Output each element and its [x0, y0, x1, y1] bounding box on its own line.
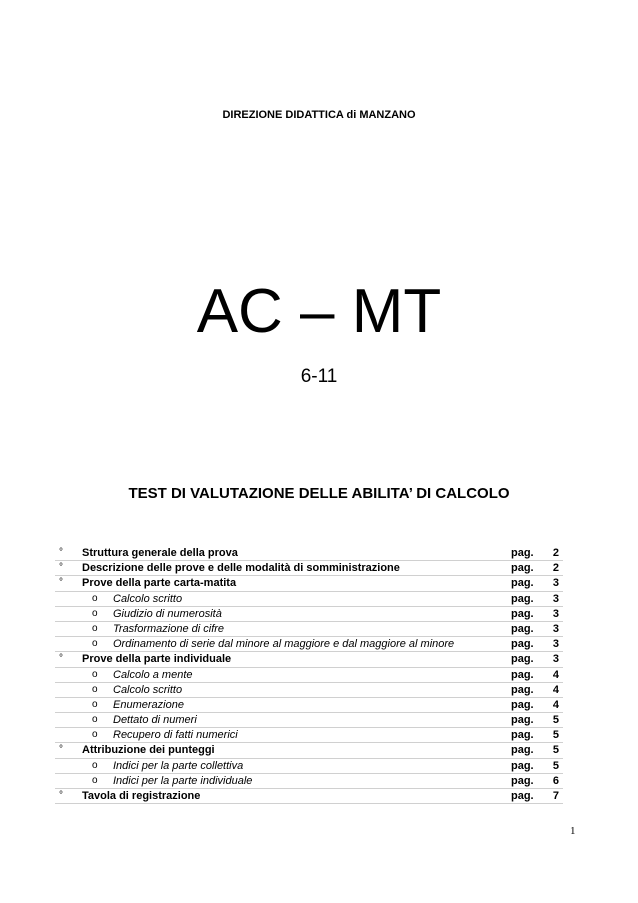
toc-page-number: 4 — [552, 668, 559, 681]
toc-label: Indici per la parte collettiva — [113, 759, 244, 772]
toc-pag-label: pag. — [511, 668, 534, 681]
toc-pag-label: pag. — [511, 683, 534, 696]
page-number: 1 — [570, 825, 576, 837]
toc-subsection-row — [55, 759, 563, 774]
test-title: TEST DI VALUTAZIONE DELLE ABILITA’ DI CALCOLO — [128, 485, 510, 502]
toc-page-number: 6 — [552, 774, 559, 787]
toc-label: Giudizio di numerosità — [113, 607, 222, 620]
toc-section-row — [55, 576, 563, 591]
toc-subsection-row — [55, 683, 563, 698]
toc-pag-label: pag. — [511, 622, 534, 635]
toc-page-number: 5 — [552, 744, 559, 757]
toc-pag-label: pag. — [511, 547, 534, 559]
toc-pag-label: pag. — [511, 744, 534, 757]
toc-pag-label: pag. — [511, 577, 534, 590]
circle-bullet-icon: o — [92, 774, 98, 786]
toc-label: Prove della parte individuale — [82, 653, 232, 666]
toc-page-number: 7 — [552, 790, 559, 802]
circle-bullet-icon: o — [92, 622, 98, 634]
circle-bullet-icon: o — [92, 698, 98, 710]
circle-bullet-icon: o — [92, 668, 98, 680]
toc-pag-label: pag. — [511, 698, 534, 711]
toc-section-row — [55, 546, 563, 561]
toc-label: Calcolo a mente — [113, 668, 193, 681]
toc-section-row — [55, 652, 563, 667]
toc-subsection-row — [55, 668, 563, 683]
degree-bullet-icon: ° — [59, 790, 63, 801]
toc-section-row — [55, 789, 563, 804]
toc-subsection-row — [55, 774, 563, 789]
circle-bullet-icon: o — [92, 683, 98, 695]
toc-label: Ordinamento di serie dal minore al maggiore e dal maggiore al minore — [113, 638, 455, 651]
toc-subsection-row — [55, 728, 563, 743]
toc-subsection-row — [55, 622, 563, 637]
table-of-contents — [55, 546, 563, 804]
toc-page-number: 4 — [552, 698, 559, 711]
toc-section-row — [55, 561, 563, 576]
toc-pag-label: pag. — [511, 607, 534, 620]
toc-label: Attribuzione dei punteggi — [82, 744, 215, 757]
age-range-subtitle: 6-11 — [300, 366, 338, 387]
toc-label: Recupero di fatti numerici — [113, 729, 238, 742]
circle-bullet-icon: o — [92, 714, 98, 726]
toc-label: Descrizione delle prove e delle modalità di somministrazione — [82, 562, 400, 575]
toc-page-number: 3 — [552, 653, 559, 666]
document-header: DIREZIONE DIDATTICA di MANZANO — [222, 109, 416, 121]
toc-page-number: 5 — [552, 714, 559, 727]
toc-pag-label: pag. — [511, 774, 534, 787]
toc-label: Dettato di numeri — [113, 714, 197, 727]
toc-label: Calcolo scritto — [113, 683, 183, 696]
toc-pag-label: pag. — [511, 562, 534, 575]
toc-page-number: 2 — [552, 562, 559, 575]
toc-section-row — [55, 743, 563, 758]
toc-pag-label: pag. — [511, 790, 534, 802]
toc-page-number: 3 — [552, 607, 559, 620]
toc-subsection-row — [55, 713, 563, 728]
toc-pag-label: pag. — [511, 653, 534, 666]
toc-page-number: 5 — [552, 729, 559, 742]
circle-bullet-icon: o — [92, 759, 98, 771]
toc-label: Calcolo scritto — [113, 592, 183, 605]
toc-pag-label: pag. — [511, 592, 534, 605]
circle-bullet-icon: o — [92, 638, 98, 650]
toc-label: Enumerazione — [113, 698, 184, 711]
toc-pag-label: pag. — [511, 714, 534, 727]
degree-bullet-icon: ° — [59, 577, 63, 589]
toc-label: Prove della parte carta-matita — [82, 577, 237, 590]
toc-page-number: 4 — [552, 683, 559, 696]
toc-page-number: 3 — [552, 592, 559, 605]
toc-page-number: 3 — [552, 638, 559, 651]
circle-bullet-icon: o — [92, 592, 98, 604]
toc-label: Indici per la parte individuale — [113, 774, 253, 787]
toc-label: Trasformazione di cifre — [113, 622, 225, 635]
toc-page-number: 3 — [552, 622, 559, 635]
toc-subsection-row — [55, 637, 563, 652]
main-title: AC – MT — [196, 277, 442, 346]
degree-bullet-icon: ° — [59, 547, 63, 558]
degree-bullet-icon: ° — [59, 744, 63, 756]
toc-page-number: 5 — [552, 759, 559, 772]
circle-bullet-icon: o — [92, 607, 98, 619]
toc-pag-label: pag. — [511, 729, 534, 742]
toc-subsection-row — [55, 592, 563, 607]
toc-pag-label: pag. — [511, 638, 534, 651]
circle-bullet-icon: o — [92, 729, 98, 741]
degree-bullet-icon: ° — [59, 653, 63, 665]
toc-subsection-row — [55, 698, 563, 713]
toc-label: Struttura generale della prova — [82, 547, 238, 559]
toc-label: Tavola di registrazione — [82, 790, 201, 802]
toc-page-number: 3 — [552, 577, 559, 590]
degree-bullet-icon: ° — [59, 562, 63, 574]
toc-page-number: 2 — [552, 547, 559, 559]
toc-subsection-row — [55, 607, 563, 622]
toc-pag-label: pag. — [511, 759, 534, 772]
